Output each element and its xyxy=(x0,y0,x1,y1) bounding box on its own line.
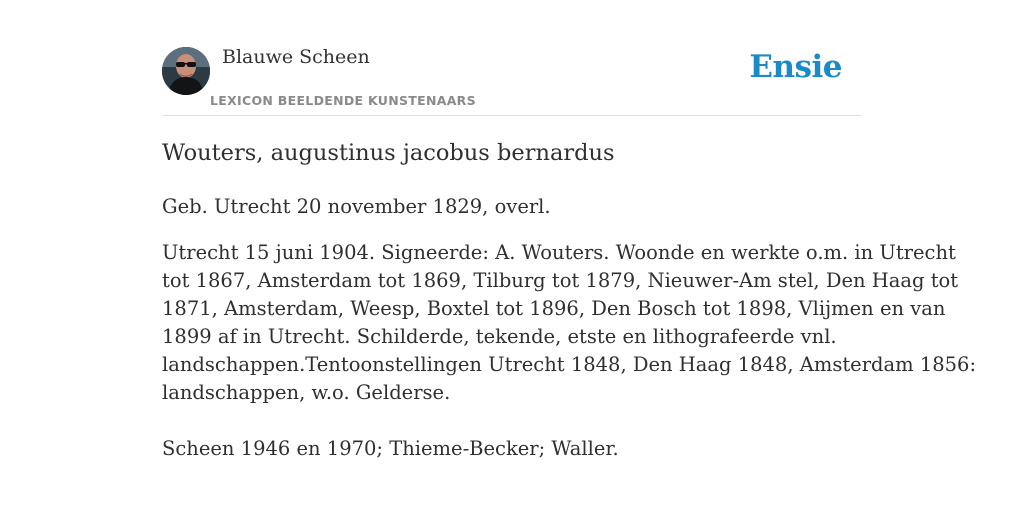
body-line: landschappen.Tentoonstellingen Utrecht 1848, Den Haag 1848, Amsterdam 1856: xyxy=(162,353,977,376)
brand-logo[interactable]: Ensie xyxy=(749,49,842,85)
body-line: tot 1867, Amsterdam tot 1869, Tilburg tot 1879, Nieuwer-Am stel, Den Haag tot xyxy=(162,269,959,292)
header-divider xyxy=(162,115,862,116)
body-line: 1899 af in Utrecht. Schilderde, tekende, etste en lithografeerde vnl. xyxy=(162,325,837,348)
author-name[interactable]: Blauwe Scheen xyxy=(222,46,370,68)
article-card xyxy=(162,0,977,512)
body-line: landschappen, w.o. Gelderse. xyxy=(162,381,451,404)
article-body xyxy=(162,239,977,407)
collection-label[interactable]: LEXICON BEELDENDE KUNSTENAARS xyxy=(210,93,476,108)
author-avatar[interactable] xyxy=(162,47,210,95)
body-line: 1871, Amsterdam, Weesp, Boxtel tot 1896, Den Bosch tot 1898, Vlijmen en van xyxy=(162,297,946,320)
article-intro: Geb. Utrecht 20 november 1829, overl. xyxy=(162,195,551,218)
article-sources: Scheen 1946 en 1970; Thieme-Becker; Waller. xyxy=(162,437,619,460)
article-title: Wouters, augustinus jacobus bernardus xyxy=(162,140,615,166)
person-photo-avatar-icon xyxy=(162,47,210,95)
body-line: Utrecht 15 juni 1904. Signeerde: A. Wouters. Woonde en werkte o.m. in Utrecht xyxy=(162,241,956,264)
